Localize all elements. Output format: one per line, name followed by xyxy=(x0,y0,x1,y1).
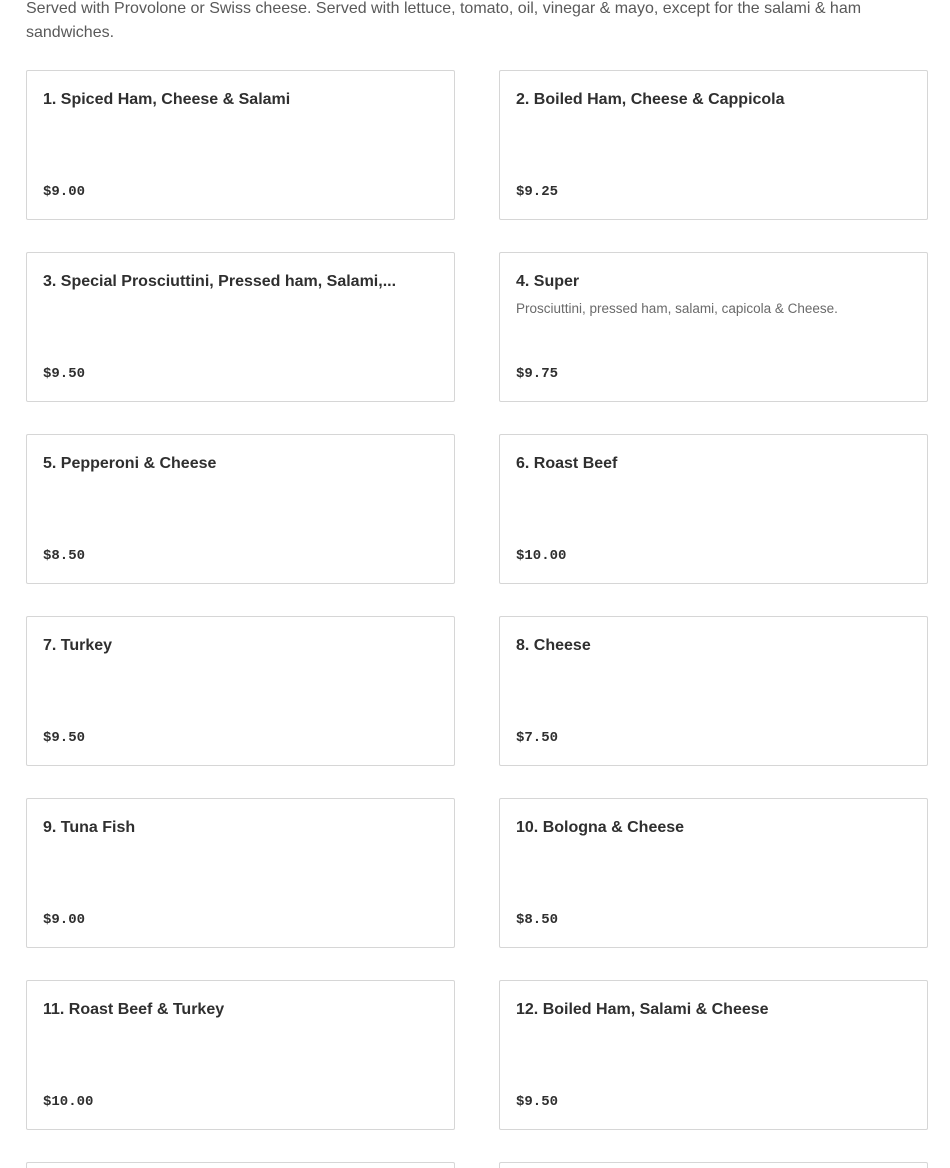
menu-item-name: 3. Special Prosciuttini, Pressed ham, Salami,... xyxy=(43,273,397,290)
menu-item-name: 7. Turkey xyxy=(43,637,113,654)
menu-item-price: $9.25 xyxy=(516,184,559,200)
menu-item-price: $10.00 xyxy=(43,1094,94,1110)
menu-item-card[interactable] xyxy=(499,798,928,948)
menu-item-price: $9.75 xyxy=(516,366,559,382)
menu-item-price: $9.50 xyxy=(43,366,86,382)
menu-item-card[interactable] xyxy=(499,1162,928,1168)
menu-item-card[interactable] xyxy=(26,616,455,766)
menu-item-card[interactable] xyxy=(26,434,455,584)
menu-item-price: $9.00 xyxy=(43,912,86,928)
menu-item-card[interactable] xyxy=(499,980,928,1130)
menu-item-price: $9.50 xyxy=(516,1094,559,1110)
menu-item-card[interactable] xyxy=(26,1162,455,1168)
menu-item-name: 2. Boiled Ham, Cheese & Cappicola xyxy=(516,91,785,108)
menu-item-card[interactable] xyxy=(26,980,455,1130)
menu-item-card[interactable] xyxy=(499,252,928,402)
section-description: Served with Provolone or Swiss cheese. Served with lettuce, tomato, oil, vinegar & mayo, except for the salami & ham sandwiches. xyxy=(26,0,862,41)
menu-item-price: $7.50 xyxy=(516,730,559,746)
menu-item-grid xyxy=(26,70,928,1168)
menu-item-name: 12. Boiled Ham, Salami & Cheese xyxy=(516,1001,769,1018)
menu-item-name: 6. Roast Beef xyxy=(516,455,618,472)
menu-item-card[interactable] xyxy=(499,434,928,584)
menu-item-card[interactable] xyxy=(26,798,455,948)
menu-item-card[interactable] xyxy=(26,70,455,220)
menu-item-name: 9. Tuna Fish xyxy=(43,819,136,836)
menu-item-card[interactable] xyxy=(499,616,928,766)
menu-item-description: Prosciuttini, pressed ham, salami, capicola & Cheese. xyxy=(516,301,838,316)
menu-item-name: 4. Super xyxy=(516,273,580,290)
menu-item-name: 1. Spiced Ham, Cheese & Salami xyxy=(43,91,291,108)
menu-item-price: $10.00 xyxy=(516,548,567,564)
menu-item-price: $8.50 xyxy=(43,548,86,564)
menu-item-price: $9.00 xyxy=(43,184,86,200)
menu-item-card[interactable] xyxy=(499,70,928,220)
menu-item-price: $9.50 xyxy=(43,730,86,746)
menu-item-name: 10. Bologna & Cheese xyxy=(516,819,685,836)
menu-item-card[interactable] xyxy=(26,252,455,402)
menu-item-name: 8. Cheese xyxy=(516,637,591,654)
menu-item-price: $8.50 xyxy=(516,912,559,928)
menu-item-name: 11. Roast Beef & Turkey xyxy=(43,1001,225,1018)
menu-item-name: 5. Pepperoni & Cheese xyxy=(43,455,217,472)
